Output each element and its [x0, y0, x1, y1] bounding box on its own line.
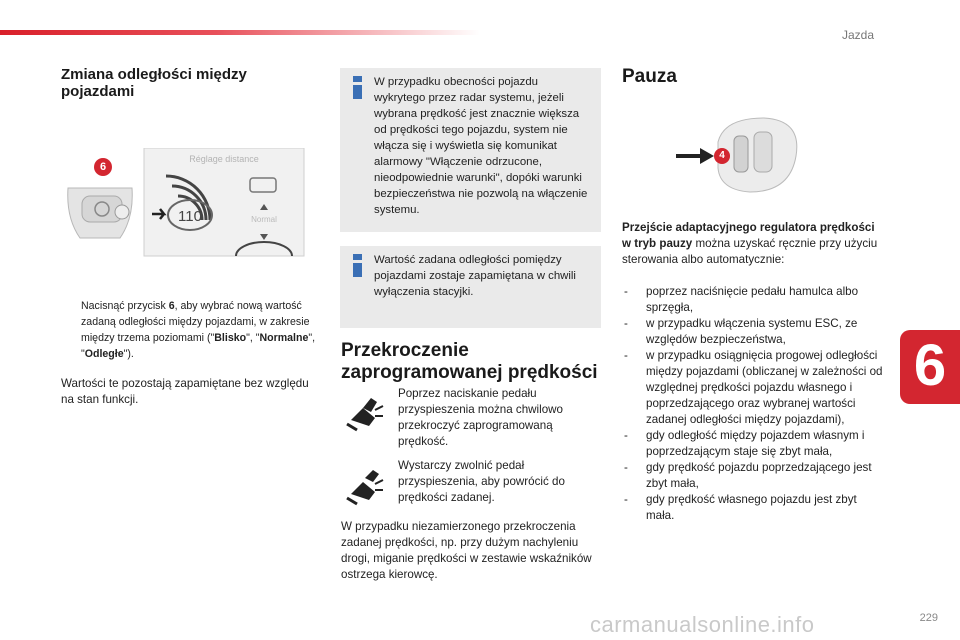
- chapter-tab: 6: [900, 330, 960, 404]
- callout-6: 6: [94, 158, 112, 176]
- figure-distance-control: [60, 148, 316, 258]
- pause-intro-bold: Przejście adaptacyjnego regulatora prędkości w tryb pauzy: [622, 221, 875, 250]
- heading-pause: Pauza: [622, 66, 677, 87]
- list-item: - poprzez naciśnięcie pedału hamulca albo sprzęgła,: [622, 284, 884, 316]
- top-accent-bar: [0, 30, 480, 35]
- foot-release-pedal-icon: [345, 466, 385, 506]
- paragraph-unintended: W przypadku niezamierzonego przekroczenia zadanej prędkości, np. przy dużym nachyleniu drogi, miganie prędkości w zestawie wskaźników ostrzega kierowcę.: [341, 520, 592, 581]
- screen-level: Normal: [251, 215, 277, 224]
- overspeed-item-1: Poprzez naciskanie pedału przyspieszenia można chwilowo przekroczyć zaprogramowaną prędkość.: [398, 387, 563, 448]
- section-label: Jazda: [842, 28, 875, 42]
- callout-4: 4: [714, 148, 730, 164]
- screen-title: Réglage distance: [189, 154, 259, 164]
- pause-conditions-list: [622, 284, 884, 524]
- list-item: - gdy prędkość pojazdu poprzedzającego jest zbyt mała,: [622, 460, 884, 492]
- foot-press-pedal-icon: [345, 392, 385, 432]
- overspeed-item-2: Wystarczy zwolnić pedał przyspieszenia, aby powrócić do prędkości zadanej.: [398, 459, 565, 504]
- figure-pause-control: [674, 112, 804, 198]
- note-1-text: W przypadku obecności pojazdu wykrytego przez radar systemu, jeżeli wybrana prędkość jest znacznie większa od prędkości tego pojazdu, system nie włącza się i wyświetla się komunikat alarmowy "Włączenie odrzucone, nieodpowiednie warunki", dopóki warunki bezpieczeństwa nie pozwolą na włączenie systemu.: [374, 76, 588, 216]
- list-item: - gdy odległość między pojazdem własnym i poprzedzającym staje się zbyt mała,: [622, 428, 884, 460]
- bullet-button-6: Nacisnąć przycisk 6, aby wybrać nową wartość zadaną odległości między pojazdami, w zakresie między trzema poziomami ("Blisko", "Normalne", "Odległe").: [81, 300, 316, 360]
- info-note-2: [340, 246, 601, 328]
- info-icon: [348, 252, 368, 278]
- speed-value: 110: [178, 208, 202, 225]
- list-item: - gdy prędkość własnego pojazdu jest zbyt mała.: [622, 492, 884, 524]
- list-item: - w przypadku osiągnięcia progowej odległości między pojazdami (obliczanej w zależności od względnej prędkości pojazdu własnego i poprzedzającego oraz wybranej wartości zadanej odległości między pojazdami),: [622, 348, 884, 428]
- info-note-1: [340, 68, 601, 232]
- info-icon: [348, 74, 368, 100]
- page-number: 229: [919, 612, 938, 624]
- heading-distance: Zmiana odległości między pojazdami: [61, 66, 247, 100]
- list-item: - w przypadku włączenia systemu ESC, ze względów bezpieczeństwa,: [622, 316, 884, 348]
- pause-intro: [622, 220, 884, 268]
- heading-overspeed: Przekroczenie zaprogramowanej prędkości: [341, 340, 598, 383]
- note-2-text: Wartość zadana odległości pomiędzy pojazdami zostaje zapamiętana w chwili wyłączenia stacyjki.: [374, 254, 576, 298]
- watermark: carmanualsonline.info: [590, 612, 815, 637]
- paragraph-remembered: Wartości te pozostają zapamiętane bez względu na stan funkcji.: [61, 377, 309, 406]
- pause-intro-rest: można uzyskać ręcznie przy użyciu sterowania albo automatycznie:: [622, 237, 878, 266]
